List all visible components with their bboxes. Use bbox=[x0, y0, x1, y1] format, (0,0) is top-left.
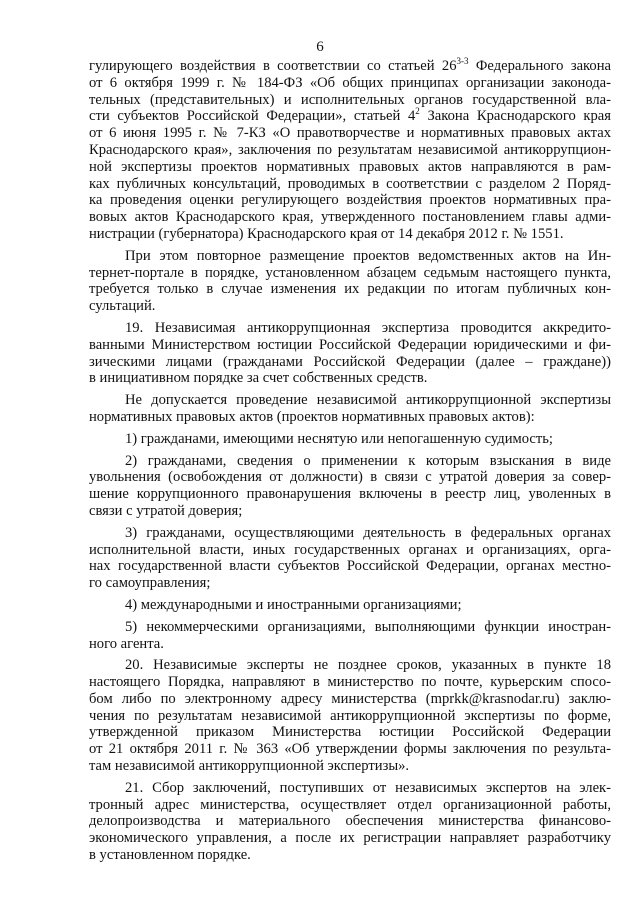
text-line: тельных (представительных) и исполнительных органов государственной вла- bbox=[89, 91, 611, 108]
text-line: Краснодарского края», заключения по результатам независимой антикоррупцион- bbox=[89, 141, 611, 158]
text-line: 5) некоммерческими организациями, выполняющими функции иностран- bbox=[125, 618, 611, 635]
text-line: 21. Сбор заключений, поступивших от независимых экспертов на элек- bbox=[125, 779, 611, 796]
text-line: требуется только в случае изменения их редакции по итогам публичных кон- bbox=[89, 281, 611, 298]
text-line: тернет-портале в порядке, установленном абзацем седьмым настоящего пункта, bbox=[89, 264, 611, 281]
text-line: 19. Независимая антикоррупционная экспертиза проводится аккредито- bbox=[125, 319, 611, 336]
page-number: 6 bbox=[316, 39, 324, 55]
text-line: зическими лицами (гражданами Российской Федерации (далее – граждане)) bbox=[89, 353, 611, 370]
text-line: исполнительной власти, иных государственных органах и организациях, орга- bbox=[89, 541, 611, 558]
superscript: 2 bbox=[415, 106, 420, 117]
text-line: 4) международными и иностранными организациями; bbox=[125, 596, 462, 613]
text-line: утвержденной приказом Министерства юстиции Российской Федерации bbox=[89, 724, 611, 741]
text-line: Не допускается проведение независимой антикоррупционной экспертизы bbox=[125, 392, 611, 409]
text-line: чения по результатам независимой антикоррупционной экспертизы по форме, bbox=[89, 707, 611, 724]
text-line: бом либо по электронному адресу министерства (mprkk@krasnodar.ru) заклю- bbox=[89, 690, 611, 707]
text-line: сти субъектов Российской Федерации», статьей $4^2$ Закона Краснодарского края bbox=[89, 106, 611, 125]
text-line: сультаций. bbox=[89, 298, 156, 315]
text-line: нормативных правовых актов (проектов нормативных правовых актов): bbox=[89, 408, 535, 425]
text-line: в инициативном порядке за счет собственных средств. bbox=[89, 370, 428, 387]
text-line: настоящего Порядка, направляют в министерство по почте, курьерским спосо- bbox=[89, 674, 611, 691]
text-line: в установленном порядке. bbox=[89, 847, 251, 864]
list-item-5 bbox=[89, 619, 611, 653]
text-line: При этом повторное размещение проектов ведомственных актов на Ин- bbox=[125, 247, 611, 264]
text-line: тронный адрес министерства, осуществляет отдел организационной работы, bbox=[89, 796, 611, 813]
text-line: го самоуправления; bbox=[89, 575, 211, 592]
text-line: делопроизводства и материального обеспечения министерства финансово- bbox=[89, 813, 611, 830]
paragraph-19 bbox=[89, 320, 611, 387]
text-line: гулирующего воздействия в соответствии со статьей 26$^{3-3}$ Федерального закона bbox=[89, 56, 611, 74]
paragraph-20 bbox=[89, 657, 611, 775]
text-line: ной экспертизы проектов нормативных правовых актов направляются в рам- bbox=[89, 158, 611, 175]
document-body bbox=[89, 58, 611, 869]
list-item-2 bbox=[89, 453, 611, 520]
text-line: от 6 октября 1999 г. № 184-ФЗ «Об общих принципах организации законода- bbox=[89, 74, 611, 91]
list-item-3 bbox=[89, 525, 611, 592]
list-item-4 bbox=[89, 597, 611, 614]
text-line: нистрации (губернатора) Краснодарского края от 14 декабря 2012 г. № 1551. bbox=[89, 225, 564, 242]
superscript: 3-3 bbox=[456, 56, 469, 66]
text-line: 3) гражданами, осуществляющими деятельность в федеральных органах bbox=[125, 524, 611, 541]
paragraph-prohibition bbox=[89, 392, 611, 426]
text-line: там независимой антикоррупционной экспертизы». bbox=[89, 758, 410, 775]
text-line: от 6 июня 1995 г. № 7-КЗ «О правотворчестве и нормативных правовых актах bbox=[89, 125, 611, 142]
paragraph-18-continuation bbox=[89, 58, 611, 243]
list-item-1 bbox=[89, 431, 611, 448]
paragraph-reposting bbox=[89, 248, 611, 315]
text-line: шение коррупционного правонарушения включены в реестр лиц, уволенных в bbox=[89, 486, 611, 503]
text-line: увольнения (освобождения от должности) в связи с утратой доверия за совер- bbox=[89, 469, 611, 486]
text-line: от 21 октября 2011 г. № 363 «Об утверждении формы заключения по результа- bbox=[89, 741, 611, 758]
text-line: связи с утратой доверия; bbox=[89, 502, 243, 519]
text-line: вовых актов Краснодарского края, утвержденного постановлением главы адми- bbox=[89, 209, 611, 226]
text-line: 20. Независимые эксперты не позднее сроков, указанных в пункте 18 bbox=[125, 657, 611, 674]
text-line: 2) гражданами, сведения о применении к которым взыскания в виде bbox=[125, 452, 611, 469]
text-line: ванными Министерством юстиции Российской Федерации юридическими и фи- bbox=[89, 336, 611, 353]
text-line: ного агента. bbox=[89, 635, 164, 652]
text-line: экономического управления, а после их регистрации направляет разработчику bbox=[89, 830, 611, 847]
paragraph-21 bbox=[89, 780, 611, 864]
text-line: ка проведения оценки регулирующего воздействия проектов нормативных пра- bbox=[89, 192, 611, 209]
text-line: нах государственной власти субъектов Российской Федерации, органах местно- bbox=[89, 558, 611, 575]
text-line: ках публичных консультаций, проводимых в соответствии с разделом 2 Поряд- bbox=[89, 175, 611, 192]
text-line: 1) гражданами, имеющими неснятую или непогашенную судимость; bbox=[125, 430, 553, 447]
